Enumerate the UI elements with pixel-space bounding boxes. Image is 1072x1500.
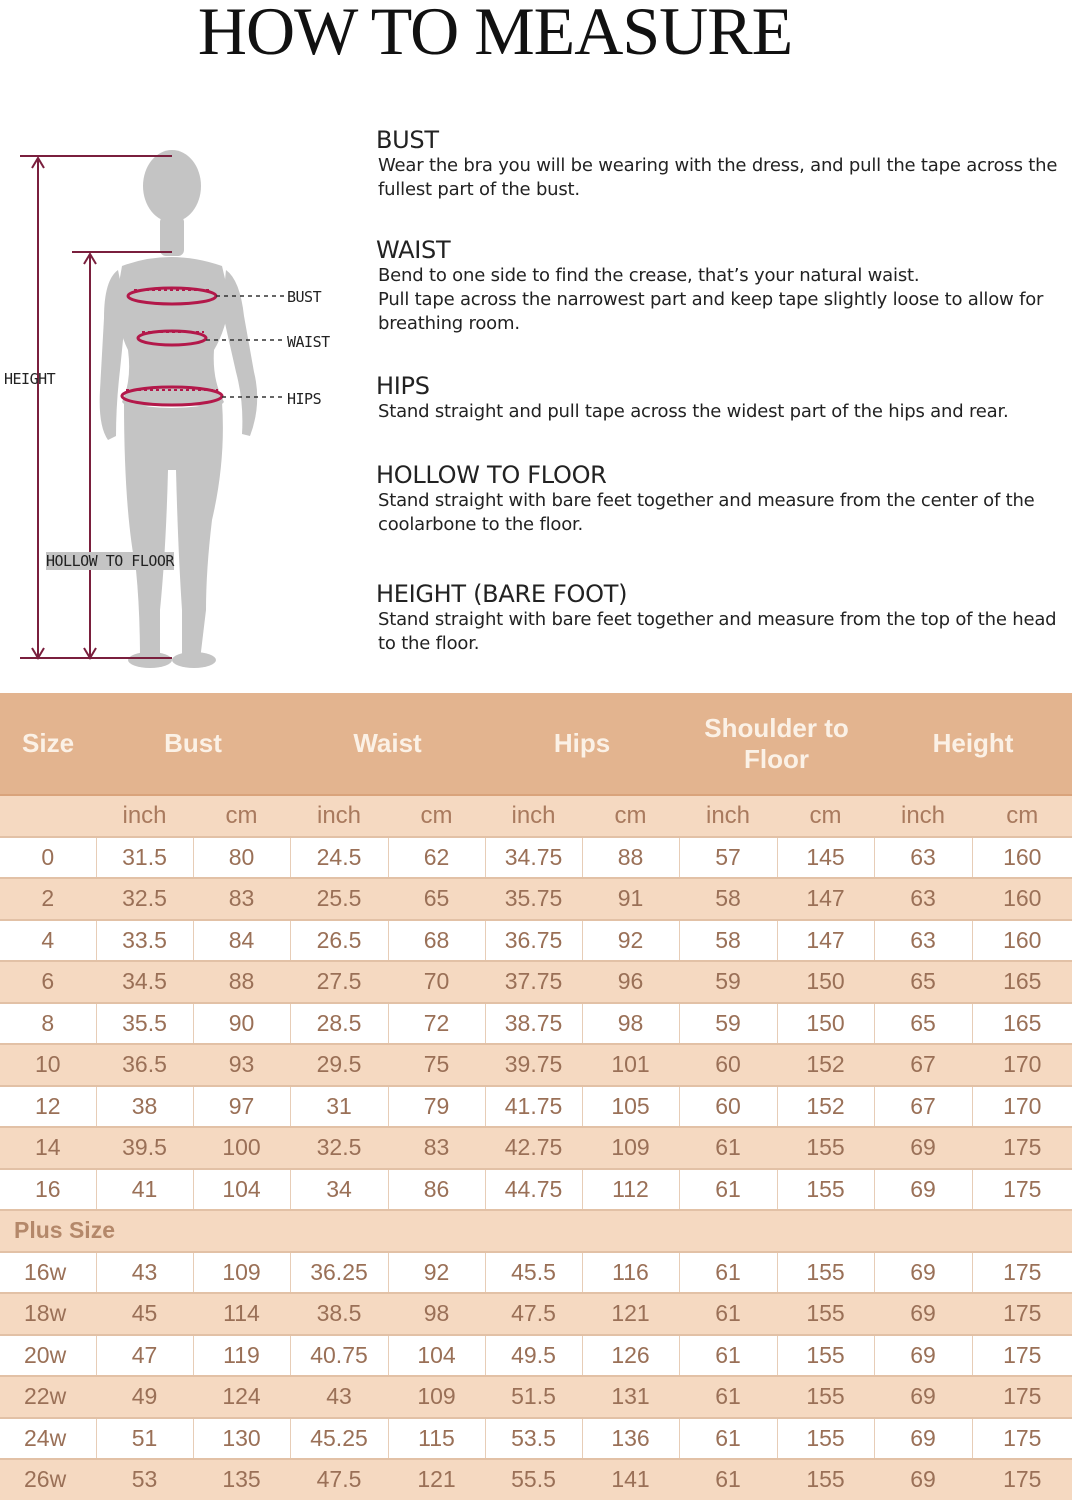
value-cell: 92 bbox=[582, 920, 679, 962]
value-cell: 49 bbox=[96, 1376, 193, 1418]
unit-cell: inch bbox=[96, 795, 193, 837]
table-row bbox=[0, 1459, 1072, 1500]
value-cell: 69 bbox=[874, 1335, 972, 1377]
value-cell: 33.5 bbox=[96, 920, 193, 962]
unit-cell: inch bbox=[679, 795, 777, 837]
value-cell: 93 bbox=[193, 1044, 290, 1086]
value-cell: 63 bbox=[874, 920, 972, 962]
value-cell: 62 bbox=[388, 837, 485, 879]
instruction-hollow-to-floor bbox=[376, 461, 1066, 537]
value-cell: 49.5 bbox=[485, 1335, 582, 1377]
value-cell: 88 bbox=[193, 961, 290, 1003]
table-row bbox=[0, 1335, 1072, 1377]
value-cell: 72 bbox=[388, 1003, 485, 1045]
units-row bbox=[0, 795, 1072, 837]
header-bust: Bust bbox=[96, 693, 290, 795]
value-cell: 160 bbox=[972, 837, 1072, 879]
value-cell: 65 bbox=[388, 878, 485, 920]
value-cell: 136 bbox=[582, 1418, 679, 1460]
value-cell: 59 bbox=[679, 1003, 777, 1045]
table-row bbox=[0, 1252, 1072, 1294]
value-cell: 105 bbox=[582, 1086, 679, 1128]
value-cell: 58 bbox=[679, 920, 777, 962]
value-cell: 165 bbox=[972, 1003, 1072, 1045]
unit-cell: cm bbox=[582, 795, 679, 837]
value-cell: 155 bbox=[777, 1127, 874, 1169]
height-label: HEIGHT bbox=[4, 370, 56, 388]
value-cell: 43 bbox=[96, 1252, 193, 1294]
value-cell: 61 bbox=[679, 1169, 777, 1211]
value-cell: 84 bbox=[193, 920, 290, 962]
value-cell: 155 bbox=[777, 1418, 874, 1460]
value-cell: 175 bbox=[972, 1252, 1072, 1294]
value-cell: 36.75 bbox=[485, 920, 582, 962]
size-cell: 2 bbox=[0, 878, 96, 920]
instruction-text: Stand straight with bare feet together and measure from the center of the coolarbone to the floor. bbox=[378, 490, 1035, 535]
value-cell: 53 bbox=[96, 1459, 193, 1500]
table-header-row bbox=[0, 693, 1072, 795]
unit-cell: inch bbox=[874, 795, 972, 837]
value-cell: 65 bbox=[874, 1003, 972, 1045]
value-cell: 40.75 bbox=[290, 1335, 388, 1377]
value-cell: 170 bbox=[972, 1044, 1072, 1086]
instruction-waist bbox=[376, 236, 1066, 336]
value-cell: 155 bbox=[777, 1459, 874, 1500]
size-cell: 26w bbox=[0, 1459, 96, 1500]
value-cell: 68 bbox=[388, 920, 485, 962]
value-cell: 75 bbox=[388, 1044, 485, 1086]
instruction-text: Wear the bra you will be wearing with the dress, and pull the tape across the fullest part of the bust. bbox=[378, 155, 1058, 200]
table-row bbox=[0, 878, 1072, 920]
header-shoulder-to-floor: Shoulder to Floor bbox=[679, 693, 874, 795]
value-cell: 88 bbox=[582, 837, 679, 879]
table-row bbox=[0, 1169, 1072, 1211]
value-cell: 61 bbox=[679, 1252, 777, 1294]
header-size: Size bbox=[0, 693, 96, 795]
value-cell: 24.5 bbox=[290, 837, 388, 879]
value-cell: 147 bbox=[777, 920, 874, 962]
value-cell: 61 bbox=[679, 1459, 777, 1500]
size-cell: 24w bbox=[0, 1418, 96, 1460]
value-cell: 155 bbox=[777, 1252, 874, 1294]
value-cell: 69 bbox=[874, 1376, 972, 1418]
value-cell: 116 bbox=[582, 1252, 679, 1294]
value-cell: 37.75 bbox=[485, 961, 582, 1003]
hips-label: HIPS bbox=[287, 390, 322, 408]
value-cell: 175 bbox=[972, 1127, 1072, 1169]
value-cell: 61 bbox=[679, 1376, 777, 1418]
value-cell: 101 bbox=[582, 1044, 679, 1086]
value-cell: 55.5 bbox=[485, 1459, 582, 1500]
value-cell: 43 bbox=[290, 1376, 388, 1418]
value-cell: 35.5 bbox=[96, 1003, 193, 1045]
value-cell: 147 bbox=[777, 878, 874, 920]
value-cell: 38.75 bbox=[485, 1003, 582, 1045]
value-cell: 47 bbox=[96, 1335, 193, 1377]
value-cell: 141 bbox=[582, 1459, 679, 1500]
value-cell: 34 bbox=[290, 1169, 388, 1211]
size-cell: 20w bbox=[0, 1335, 96, 1377]
value-cell: 65 bbox=[874, 961, 972, 1003]
value-cell: 69 bbox=[874, 1459, 972, 1500]
value-cell: 135 bbox=[193, 1459, 290, 1500]
unit-cell bbox=[0, 795, 96, 837]
hollow-to-floor-label: HOLLOW TO FLOOR bbox=[46, 552, 174, 570]
value-cell: 51.5 bbox=[485, 1376, 582, 1418]
value-cell: 98 bbox=[582, 1003, 679, 1045]
header-hips: Hips bbox=[485, 693, 679, 795]
table-row bbox=[0, 837, 1072, 879]
value-cell: 124 bbox=[193, 1376, 290, 1418]
value-cell: 61 bbox=[679, 1293, 777, 1335]
value-cell: 53.5 bbox=[485, 1418, 582, 1460]
value-cell: 91 bbox=[582, 878, 679, 920]
value-cell: 27.5 bbox=[290, 961, 388, 1003]
value-cell: 45.25 bbox=[290, 1418, 388, 1460]
page-title: HOW TO MEASURE bbox=[197, 0, 793, 69]
value-cell: 61 bbox=[679, 1418, 777, 1460]
value-cell: 41.75 bbox=[485, 1086, 582, 1128]
value-cell: 69 bbox=[874, 1252, 972, 1294]
instruction-text: Stand straight with bare feet together and measure from the top of the head to the floor. bbox=[378, 609, 1057, 654]
value-cell: 38 bbox=[96, 1086, 193, 1128]
waist-label: WAIST bbox=[287, 333, 330, 351]
instruction-heading: HOLLOW TO FLOOR bbox=[376, 461, 607, 489]
size-cell: 18w bbox=[0, 1293, 96, 1335]
size-cell: 6 bbox=[0, 961, 96, 1003]
value-cell: 130 bbox=[193, 1418, 290, 1460]
value-cell: 60 bbox=[679, 1086, 777, 1128]
value-cell: 86 bbox=[388, 1169, 485, 1211]
value-cell: 165 bbox=[972, 961, 1072, 1003]
instruction-heading: HEIGHT (BARE FOOT) bbox=[376, 580, 628, 608]
value-cell: 100 bbox=[193, 1127, 290, 1169]
value-cell: 25.5 bbox=[290, 878, 388, 920]
value-cell: 155 bbox=[777, 1335, 874, 1377]
value-cell: 175 bbox=[972, 1376, 1072, 1418]
unit-cell: cm bbox=[193, 795, 290, 837]
value-cell: 96 bbox=[582, 961, 679, 1003]
value-cell: 79 bbox=[388, 1086, 485, 1128]
value-cell: 83 bbox=[193, 878, 290, 920]
value-cell: 109 bbox=[193, 1252, 290, 1294]
unit-cell: cm bbox=[777, 795, 874, 837]
value-cell: 97 bbox=[193, 1086, 290, 1128]
table-row bbox=[0, 920, 1072, 962]
value-cell: 83 bbox=[388, 1127, 485, 1169]
value-cell: 121 bbox=[388, 1459, 485, 1500]
plus-size-label: Plus Size bbox=[0, 1210, 1072, 1252]
value-cell: 152 bbox=[777, 1086, 874, 1128]
value-cell: 36.5 bbox=[96, 1044, 193, 1086]
value-cell: 69 bbox=[874, 1169, 972, 1211]
table-row bbox=[0, 1418, 1072, 1460]
body-silhouette-icon bbox=[0, 140, 360, 680]
instruction-text: Bend to one side to find the crease, that’s your natural waist. Pull tape across the narrowest part and keep tape slightly loose to allow for breathing room. bbox=[378, 265, 1044, 334]
value-cell: 41 bbox=[96, 1169, 193, 1211]
value-cell: 155 bbox=[777, 1376, 874, 1418]
value-cell: 126 bbox=[582, 1335, 679, 1377]
value-cell: 115 bbox=[388, 1418, 485, 1460]
value-cell: 57 bbox=[679, 837, 777, 879]
value-cell: 34.75 bbox=[485, 837, 582, 879]
value-cell: 155 bbox=[777, 1169, 874, 1211]
size-cell: 14 bbox=[0, 1127, 96, 1169]
body-measurement-figure bbox=[0, 140, 360, 680]
value-cell: 160 bbox=[972, 920, 1072, 962]
size-cell: 4 bbox=[0, 920, 96, 962]
value-cell: 38.5 bbox=[290, 1293, 388, 1335]
value-cell: 29.5 bbox=[290, 1044, 388, 1086]
value-cell: 70 bbox=[388, 961, 485, 1003]
value-cell: 152 bbox=[777, 1044, 874, 1086]
value-cell: 150 bbox=[777, 961, 874, 1003]
value-cell: 39.5 bbox=[96, 1127, 193, 1169]
size-cell: 12 bbox=[0, 1086, 96, 1128]
value-cell: 121 bbox=[582, 1293, 679, 1335]
value-cell: 59 bbox=[679, 961, 777, 1003]
value-cell: 60 bbox=[679, 1044, 777, 1086]
table-row bbox=[0, 1003, 1072, 1045]
value-cell: 63 bbox=[874, 837, 972, 879]
bust-label: BUST bbox=[287, 288, 322, 306]
table-row bbox=[0, 1376, 1072, 1418]
value-cell: 90 bbox=[193, 1003, 290, 1045]
size-cell: 16 bbox=[0, 1169, 96, 1211]
value-cell: 131 bbox=[582, 1376, 679, 1418]
value-cell: 69 bbox=[874, 1127, 972, 1169]
plus-size-row bbox=[0, 1210, 1072, 1252]
table-row bbox=[0, 1086, 1072, 1128]
table-row bbox=[0, 961, 1072, 1003]
size-cell: 0 bbox=[0, 837, 96, 879]
value-cell: 47.5 bbox=[290, 1459, 388, 1500]
value-cell: 150 bbox=[777, 1003, 874, 1045]
value-cell: 26.5 bbox=[290, 920, 388, 962]
instruction-height bbox=[376, 580, 1066, 656]
unit-cell: inch bbox=[290, 795, 388, 837]
value-cell: 31 bbox=[290, 1086, 388, 1128]
value-cell: 61 bbox=[679, 1335, 777, 1377]
instruction-text: Stand straight and pull tape across the widest part of the hips and rear. bbox=[378, 401, 1009, 422]
value-cell: 32.5 bbox=[290, 1127, 388, 1169]
instruction-heading: HIPS bbox=[376, 372, 430, 400]
instruction-bust bbox=[376, 126, 1066, 202]
value-cell: 145 bbox=[777, 837, 874, 879]
value-cell: 104 bbox=[388, 1335, 485, 1377]
value-cell: 34.5 bbox=[96, 961, 193, 1003]
value-cell: 114 bbox=[193, 1293, 290, 1335]
value-cell: 112 bbox=[582, 1169, 679, 1211]
value-cell: 175 bbox=[972, 1169, 1072, 1211]
value-cell: 160 bbox=[972, 878, 1072, 920]
value-cell: 170 bbox=[972, 1086, 1072, 1128]
size-cell: 10 bbox=[0, 1044, 96, 1086]
value-cell: 67 bbox=[874, 1044, 972, 1086]
size-cell: 22w bbox=[0, 1376, 96, 1418]
instruction-heading: BUST bbox=[376, 126, 439, 154]
value-cell: 175 bbox=[972, 1293, 1072, 1335]
table-row bbox=[0, 1127, 1072, 1169]
header-waist: Waist bbox=[290, 693, 485, 795]
value-cell: 36.25 bbox=[290, 1252, 388, 1294]
size-cell: 16w bbox=[0, 1252, 96, 1294]
value-cell: 175 bbox=[972, 1335, 1072, 1377]
value-cell: 32.5 bbox=[96, 878, 193, 920]
value-cell: 61 bbox=[679, 1127, 777, 1169]
unit-cell: cm bbox=[972, 795, 1072, 837]
value-cell: 109 bbox=[388, 1376, 485, 1418]
instruction-hips bbox=[376, 372, 1066, 424]
value-cell: 45 bbox=[96, 1293, 193, 1335]
value-cell: 39.75 bbox=[485, 1044, 582, 1086]
value-cell: 45.5 bbox=[485, 1252, 582, 1294]
value-cell: 67 bbox=[874, 1086, 972, 1128]
unit-cell: inch bbox=[485, 795, 582, 837]
table-row bbox=[0, 1044, 1072, 1086]
value-cell: 175 bbox=[972, 1459, 1072, 1500]
value-cell: 109 bbox=[582, 1127, 679, 1169]
value-cell: 63 bbox=[874, 878, 972, 920]
value-cell: 104 bbox=[193, 1169, 290, 1211]
value-cell: 42.75 bbox=[485, 1127, 582, 1169]
instruction-heading: WAIST bbox=[376, 236, 451, 264]
value-cell: 80 bbox=[193, 837, 290, 879]
value-cell: 44.75 bbox=[485, 1169, 582, 1211]
value-cell: 69 bbox=[874, 1418, 972, 1460]
table-row bbox=[0, 1293, 1072, 1335]
value-cell: 51 bbox=[96, 1418, 193, 1460]
value-cell: 35.75 bbox=[485, 878, 582, 920]
size-cell: 8 bbox=[0, 1003, 96, 1045]
header-height: Height bbox=[874, 693, 1072, 795]
value-cell: 175 bbox=[972, 1418, 1072, 1460]
value-cell: 98 bbox=[388, 1293, 485, 1335]
value-cell: 31.5 bbox=[96, 837, 193, 879]
value-cell: 92 bbox=[388, 1252, 485, 1294]
value-cell: 58 bbox=[679, 878, 777, 920]
value-cell: 28.5 bbox=[290, 1003, 388, 1045]
value-cell: 155 bbox=[777, 1293, 874, 1335]
value-cell: 119 bbox=[193, 1335, 290, 1377]
unit-cell: cm bbox=[388, 795, 485, 837]
size-chart-table bbox=[0, 693, 1072, 1500]
value-cell: 69 bbox=[874, 1293, 972, 1335]
value-cell: 47.5 bbox=[485, 1293, 582, 1335]
